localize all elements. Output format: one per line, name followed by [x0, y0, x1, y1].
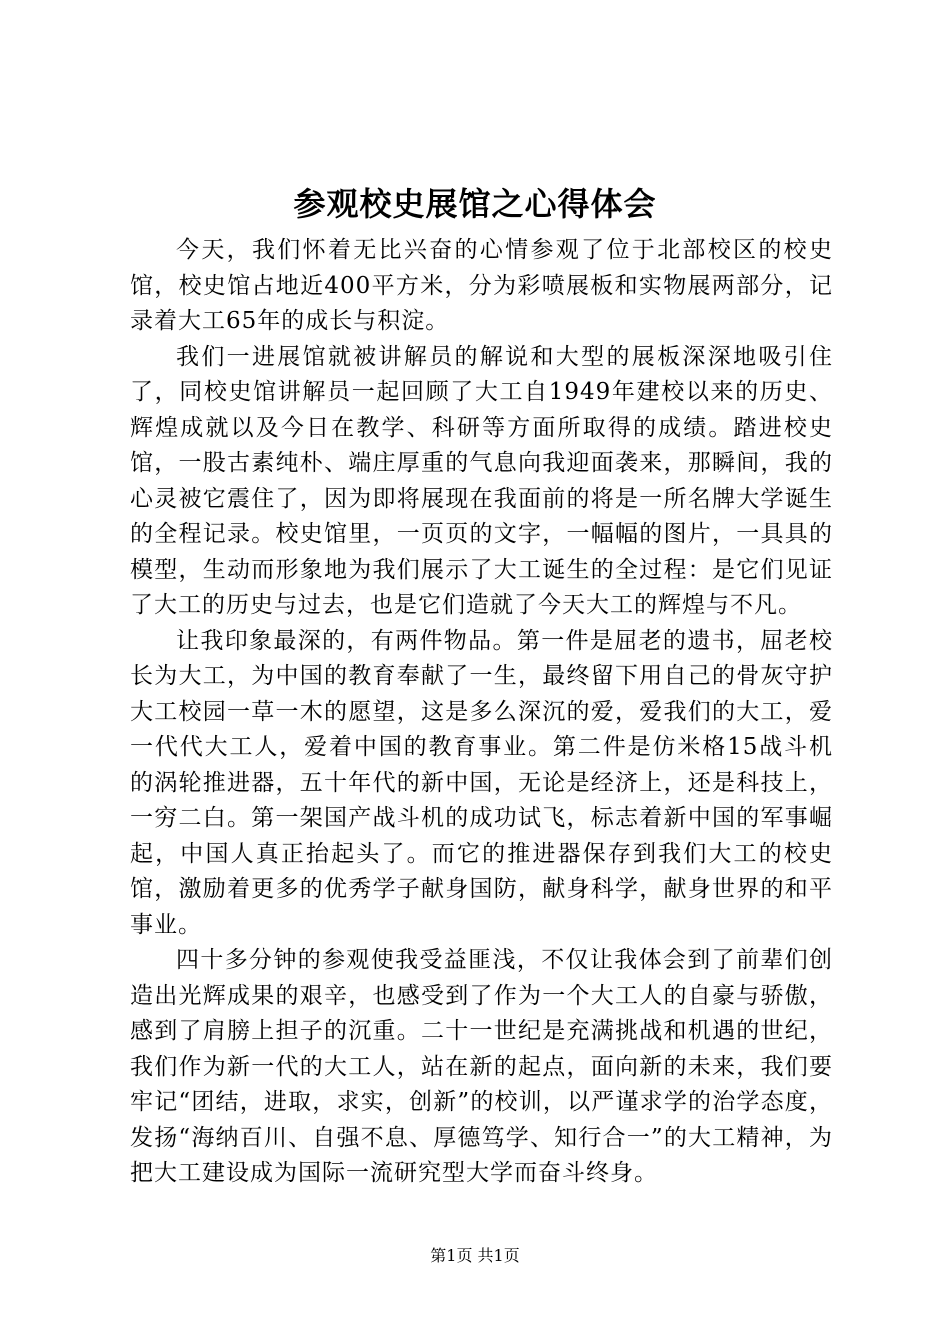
document-body	[130, 233, 833, 1192]
page-number-footer: 第1页 共1页	[430, 1246, 520, 1265]
paragraph-3: 让我印象最深的，有两件物品。第一件是屈老的遗书，屈老校长为大工，为中国的教育奉献了一生，最终留下用自己的骨灰守护大工校园一草一木的愿望，这是多么深沉的爱，爱我们的大工，爱一代代大工人，爱着中国的教育事业。第二件是仿米格15战斗机的涡轮推进器，五十年代的新中国，无论是经济上，还是科技上，一穷二白。第一架国产战斗机的成功试飞，标志着新中国的军事崛起，中国人真正抬起头了。而它的推进器保存到我们大工的校史馆，激励着更多的优秀学子献身国防，献身科学，献身世界的和平事业。	[130, 627, 833, 938]
paragraph-1: 今天，我们怀着无比兴奋的心情参观了位于北部校区的校史馆，校史馆占地近400平方米，分为彩喷展板和实物展两部分，记录着大工65年的成长与积淀。	[130, 237, 833, 334]
document-title: 参观校史展馆之心得体会	[293, 185, 657, 223]
paragraph-2: 我们一进展馆就被讲解员的解说和大型的展板深深地吸引住了，同校史馆讲解员一起回顾了大工自1949年建校以来的历史、辉煌成就以及今日在教学、科研等方面所取得的成绩。踏进校史馆，一股古素纯朴、端庄厚重的气息向我迎面袭来，那瞬间，我的心灵被它震住了，因为即将展现在我面前的将是一所名牌大学诞生的全程记录。校史馆里，一页页的文字，一幅幅的图片，一具具的模型，生动而形象地为我们展示了大工诞生的全过程：是它们见证了大工的历史与过去，也是它们造就了今天大工的辉煌与不凡。	[130, 343, 833, 618]
paragraph-4: 四十多分钟的参观使我受益匪浅，不仅让我体会到了前辈们创造出光辉成果的艰辛，也感受到了作为一个大工人的自豪与骄傲，感到了肩膀上担子的沉重。二十一世纪是充满挑战和机遇的世纪，我们作为新一代的大工人，站在新的起点，面向新的未来，我们要牢记“团结，进取，求实，创新”的校训，以严谨求学的治学态度，发扬“海纳百川、自强不息、厚德笃学、知行合一”的大工精神，为把大工建设成为国际一流研究型大学而奋斗终身。	[130, 947, 833, 1186]
